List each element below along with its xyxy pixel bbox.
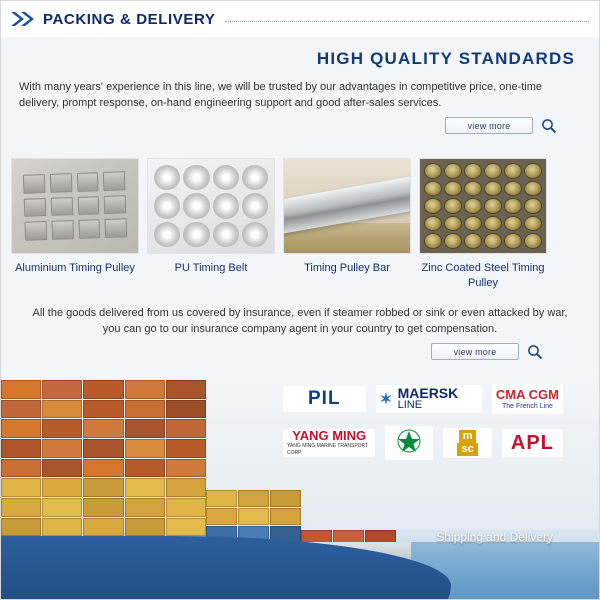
quality-heading: HIGH QUALITY STANDARDS [316,49,575,68]
quality-viewmore-row [17,117,583,134]
shipping-caption: Shipping and Delivery [436,530,553,544]
product-caption: Aluminium Timing Pulley [15,262,135,274]
carrier-logos [283,384,563,472]
evergreen-star-icon [389,428,429,458]
header-divider [225,21,589,22]
pil-logo: PIL [283,386,366,412]
product-cell[interactable] [419,158,547,291]
magnifier-icon[interactable] [527,344,543,360]
carrier-logo-row-1 [283,384,563,414]
apl-logo: APL [502,429,563,457]
evergreen-logo [385,426,433,460]
aluminium-timing-pulley-photo[interactable] [11,158,139,254]
quality-panel [1,37,599,150]
seven-point-star-icon: ✶ [379,391,393,408]
yangming-logo-line2: YANG MING MARINE TRANSPORT CORP. [287,443,369,456]
cma-logo-line2: The French Line [501,402,553,410]
carrier-logo-row-2 [283,426,563,460]
maersk-logo-line2: LINE [397,399,423,411]
zinc-coated-steel-timing-pulley-photo[interactable] [419,158,547,254]
product-grid [1,150,599,291]
maersk-line-logo [376,385,482,413]
product-cell[interactable] [147,158,275,291]
insurance-viewmore-row [31,343,569,360]
insurance-paragraph: All the goods delivered from us covered by insurance, even if steamer robbed or sink or even attacked by war, you can go to our insurance company agent in your country to get compensation. [32,307,568,335]
container-ship-photo [1,370,599,600]
page-title: PACKING & DELIVERY [43,10,216,28]
section-header [1,1,599,37]
msc-logo [443,428,491,458]
msc-logo-line2: sc [457,443,477,456]
maersk-logo-line1: MAERSK [397,385,459,401]
quality-paragraph: With many years' experience in this line, we will be trusted by our advantages in competitive price, one-time delivery, prompt response, on-hand engineering support and good after-sales services. [19,81,543,109]
insurance-note [1,291,599,370]
magnifier-icon[interactable] [541,118,557,134]
cma-logo-line1: CMA CGM [495,386,559,402]
timing-pulley-bar-photo[interactable] [283,158,411,254]
yangming-logo-line1: YANG MING [292,428,367,443]
pu-timing-belt-photo[interactable] [147,158,275,254]
double-chevron-right-icon [11,11,37,27]
view-more-button-quality[interactable]: view more [445,117,533,134]
msc-logo-line1: m [459,430,477,443]
product-cell[interactable] [11,158,139,291]
view-more-button-insurance[interactable]: view more [431,343,519,360]
product-caption: Zinc Coated Steel Timing Pulley [421,262,545,289]
product-caption: Timing Pulley Bar [304,262,390,274]
yang-ming-logo [283,429,375,457]
product-cell[interactable] [283,158,411,291]
cma-cgm-logo [492,384,563,414]
product-caption: PU Timing Belt [174,262,248,274]
